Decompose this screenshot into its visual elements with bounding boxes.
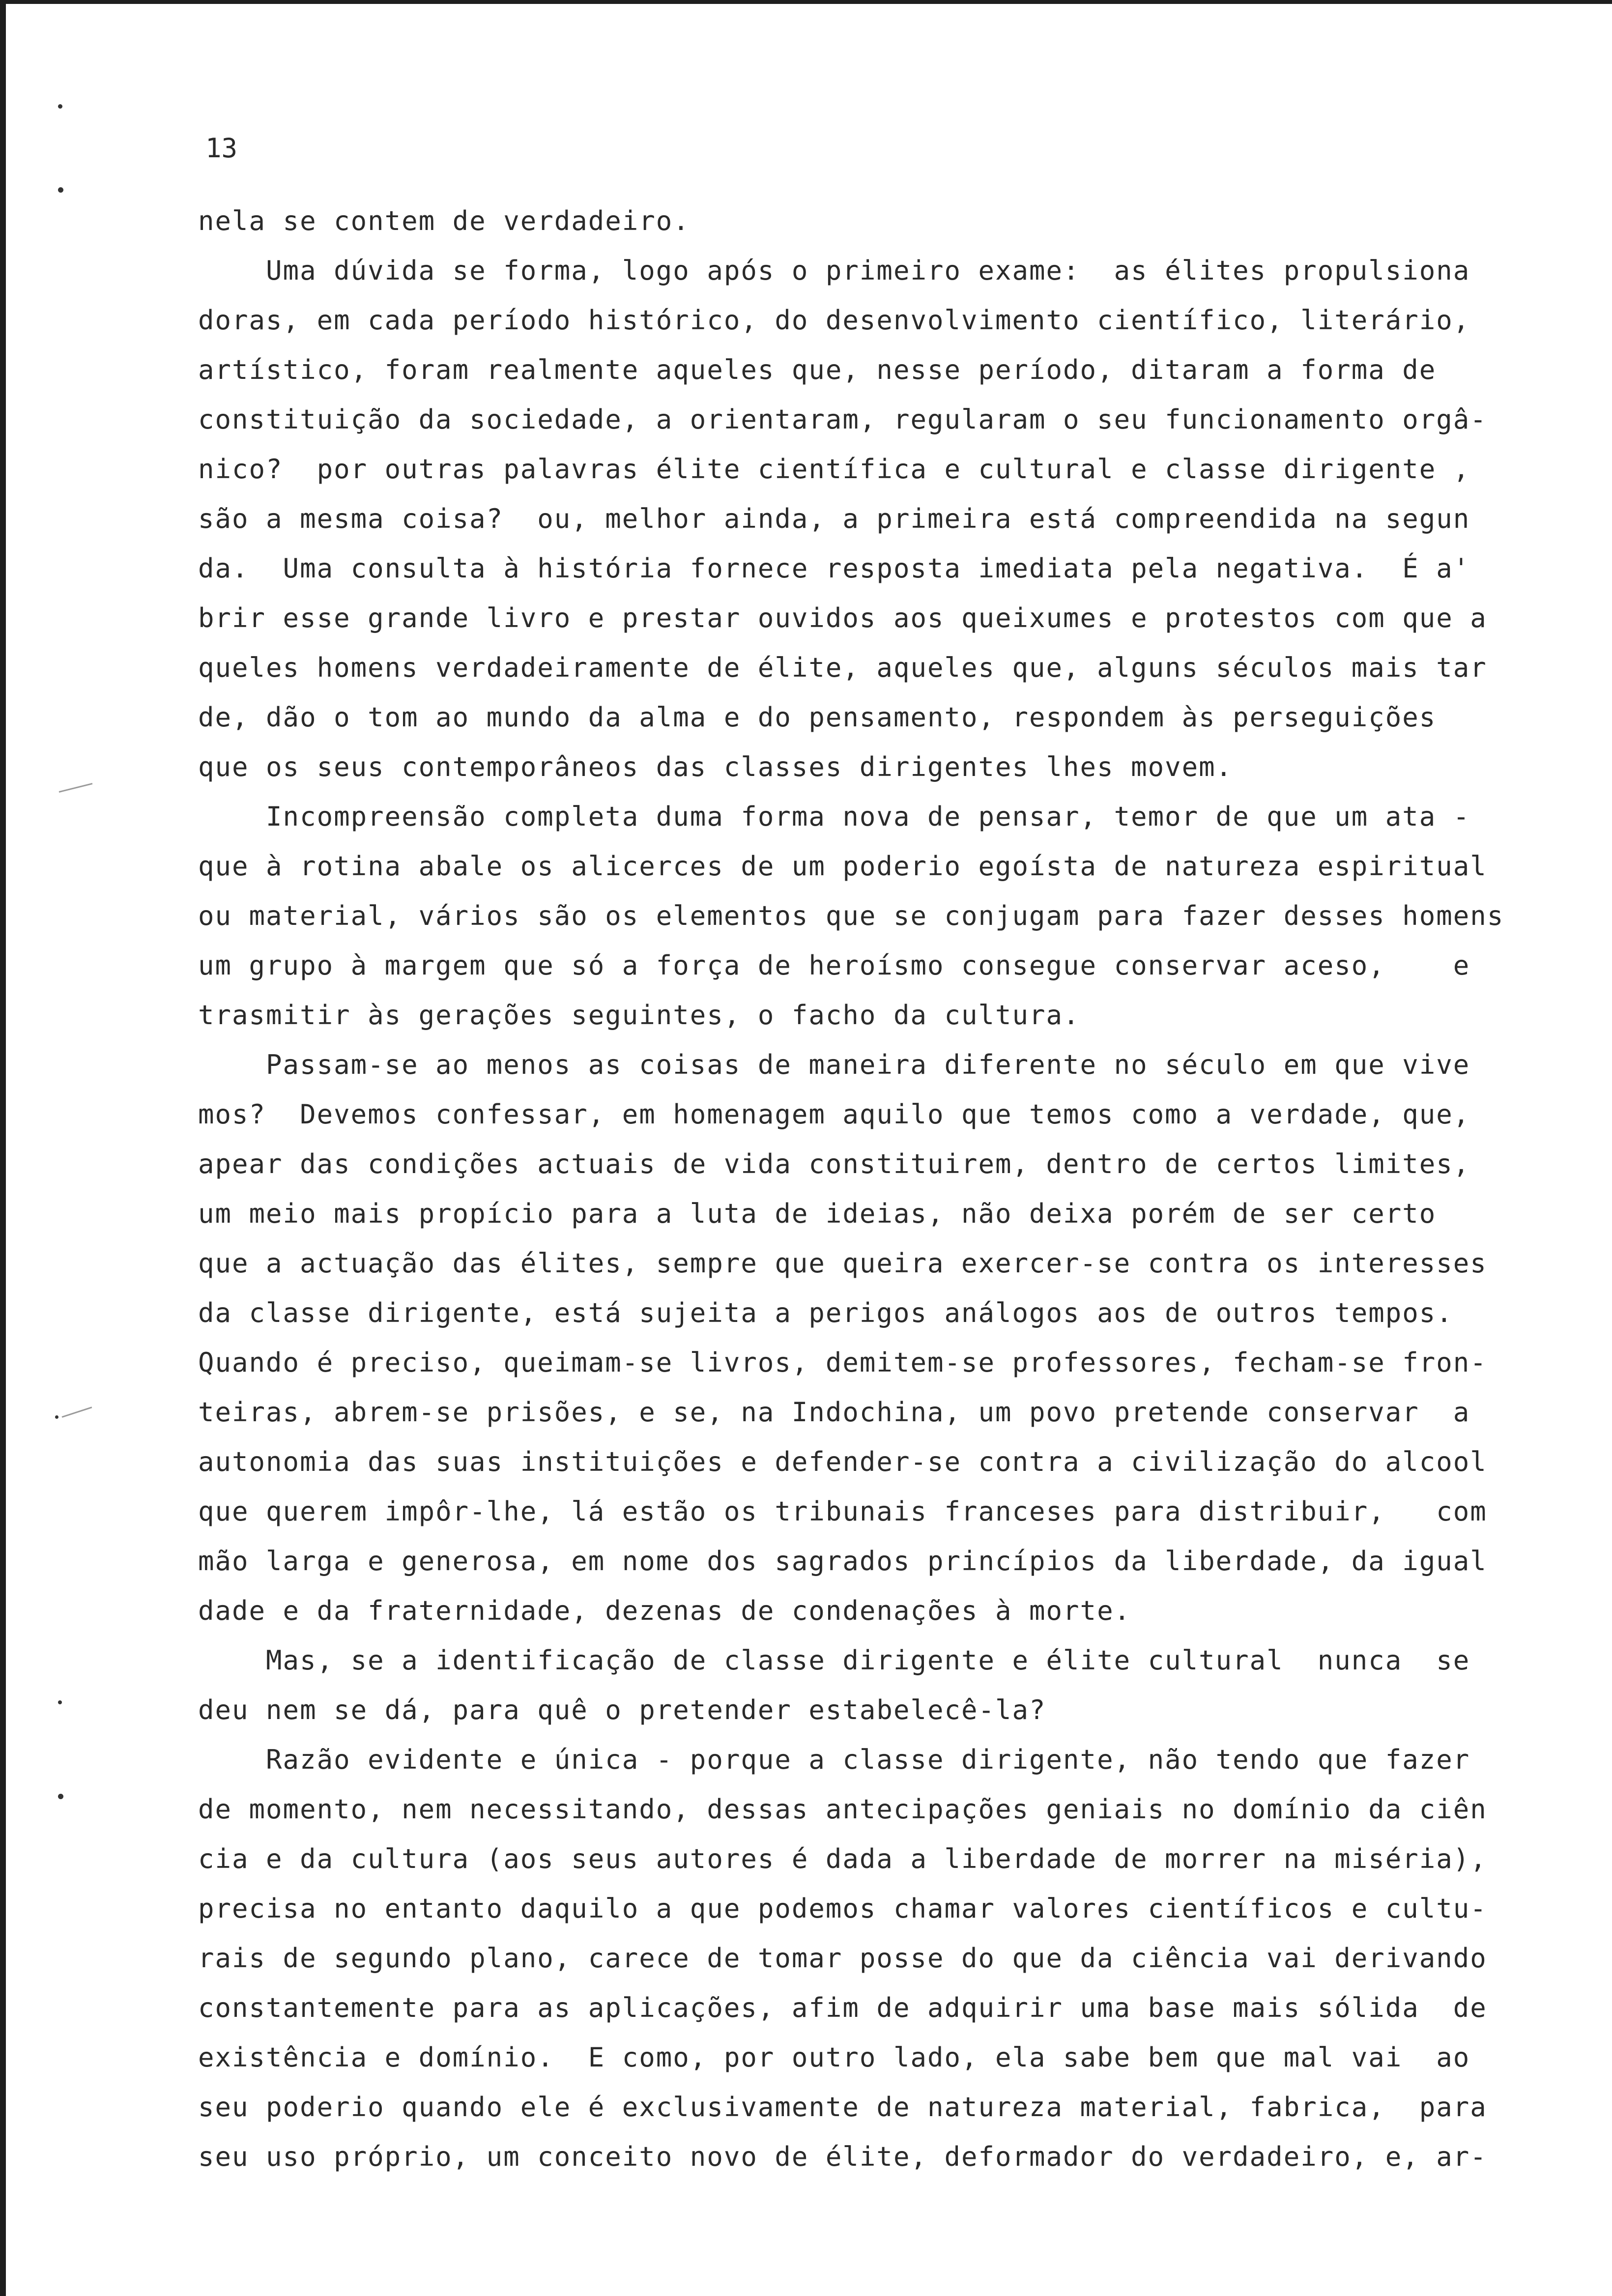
text-line: mos? Devemos confessar, em homenagem aquilo que temos como a verdade, que, bbox=[198, 1099, 1470, 1130]
text-line: Uma dúvida se forma, logo após o primeiro exame: as élites propulsiona bbox=[198, 255, 1470, 286]
text-line: rais de segundo plano, carece de tomar posse do que da ciência vai derivando bbox=[198, 1943, 1487, 1974]
text-line: da classe dirigente, está sujeita a perigos análogos aos de outros tempos. bbox=[198, 1297, 1453, 1328]
text-line: brir esse grande livro e prestar ouvidos aos queixumes e protestos com que a bbox=[198, 603, 1487, 633]
text-line: autonomia das suas instituições e defender-se contra a civilização do alcool bbox=[198, 1446, 1487, 1477]
text-line: apear das condições actuais de vida constituirem, dentro de certos limites, bbox=[198, 1148, 1470, 1179]
scan-speck bbox=[58, 1700, 62, 1704]
text-line: que à rotina abale os alicerces de um poderio egoísta de natureza espiritual bbox=[198, 851, 1487, 882]
text-line: deu nem se dá, para quê o pretender estabelecê-la? bbox=[198, 1694, 1046, 1725]
scan-speck bbox=[55, 1415, 58, 1419]
text-line: um meio mais propício para a luta de ideias, não deixa porém de ser certo bbox=[198, 1198, 1437, 1229]
text-line: dade e da fraternidade, dezenas de condenações à morte. bbox=[198, 1595, 1131, 1626]
text-line: artístico, foram realmente aqueles que, nesse período, ditaram a forma de bbox=[198, 354, 1437, 385]
text-line: queles homens verdadeiramente de élite, aqueles que, alguns séculos mais tar bbox=[198, 652, 1487, 683]
text-line: Razão evidente e única - porque a classe dirigente, não tendo que fazer bbox=[198, 1744, 1470, 1775]
scan-speck bbox=[58, 104, 62, 109]
page-number: 13 bbox=[205, 133, 238, 164]
text-line: mão larga e generosa, em nome dos sagrados princípios da liberdade, da igual bbox=[198, 1546, 1487, 1577]
text-line: Mas, se a identificação de classe dirigente e élite cultural nunca se bbox=[198, 1645, 1470, 1676]
text-line: são a mesma coisa? ou, melhor ainda, a primeira está compreendida na segun bbox=[198, 503, 1470, 534]
text-line: constituição da sociedade, a orientaram, regularam o seu funcionamento orgâ- bbox=[198, 404, 1487, 435]
text-line: que a actuação das élites, sempre que queira exercer-se contra os interesses bbox=[198, 1248, 1487, 1279]
scan-scratch bbox=[62, 1406, 92, 1418]
text-line: da. Uma consulta à história fornece resposta imediata pela negativa. É a' bbox=[198, 553, 1470, 584]
text-line: nico? por outras palavras élite científica e cultural e classe dirigente , bbox=[198, 454, 1470, 485]
text-line: seu uso próprio, um conceito novo de élite, deformador do verdadeiro, e, ar- bbox=[198, 2141, 1487, 2172]
text-line: de, dão o tom ao mundo da alma e do pensamento, respondem às perseguições bbox=[198, 702, 1437, 733]
text-line: trasmitir às gerações seguintes, o facho da cultura. bbox=[198, 1000, 1080, 1031]
text-line: um grupo à margem que só a força de heroísmo consegue conservar aceso, e bbox=[198, 950, 1470, 981]
text-line: de momento, nem necessitando, dessas antecipações geniais no domínio da ciên bbox=[198, 1794, 1487, 1825]
text-line: seu poderio quando ele é exclusivamente de natureza material, fabrica, para bbox=[198, 2092, 1487, 2123]
text-line: que querem impôr-lhe, lá estão os tribunais franceses para distribuir, com bbox=[198, 1496, 1487, 1527]
text-line: existência e domínio. E como, por outro lado, ela sabe bem que mal vai ao bbox=[198, 2042, 1470, 2073]
text-line: Passam-se ao menos as coisas de maneira diferente no século em que vive bbox=[198, 1049, 1470, 1080]
scan-edge-top bbox=[0, 0, 1612, 4]
text-line: Incompreensão completa duma forma nova de pensar, temor de que um ata - bbox=[198, 801, 1470, 832]
text-line: teiras, abrem-se prisões, e se, na Indochina, um povo pretende conservar a bbox=[198, 1397, 1470, 1428]
text-line: nela se contem de verdadeiro. bbox=[198, 205, 690, 236]
text-line: ou material, vários são os elementos que se conjugam para fazer desses homens bbox=[198, 900, 1504, 931]
text-line: constantemente para as aplicações, afim de adquirir uma base mais sólida de bbox=[198, 1992, 1487, 2023]
text-line: que os seus contemporâneos das classes dirigentes lhes movem. bbox=[198, 751, 1233, 782]
scan-edge-left bbox=[0, 0, 6, 2296]
text-line: Quando é preciso, queimam-se livros, demitem-se professores, fecham-se fron- bbox=[198, 1347, 1487, 1378]
text-line: cia e da cultura (aos seus autores é dada a liberdade de morrer na miséria), bbox=[198, 1843, 1487, 1874]
scan-scratch bbox=[59, 783, 93, 793]
text-line: precisa no entanto daquilo a que podemos chamar valores científicos e cultu- bbox=[198, 1893, 1487, 1924]
scan-speck bbox=[58, 1794, 63, 1799]
text-line: doras, em cada período histórico, do desenvolvimento científico, literário, bbox=[198, 305, 1470, 336]
scan-speck bbox=[58, 187, 63, 193]
